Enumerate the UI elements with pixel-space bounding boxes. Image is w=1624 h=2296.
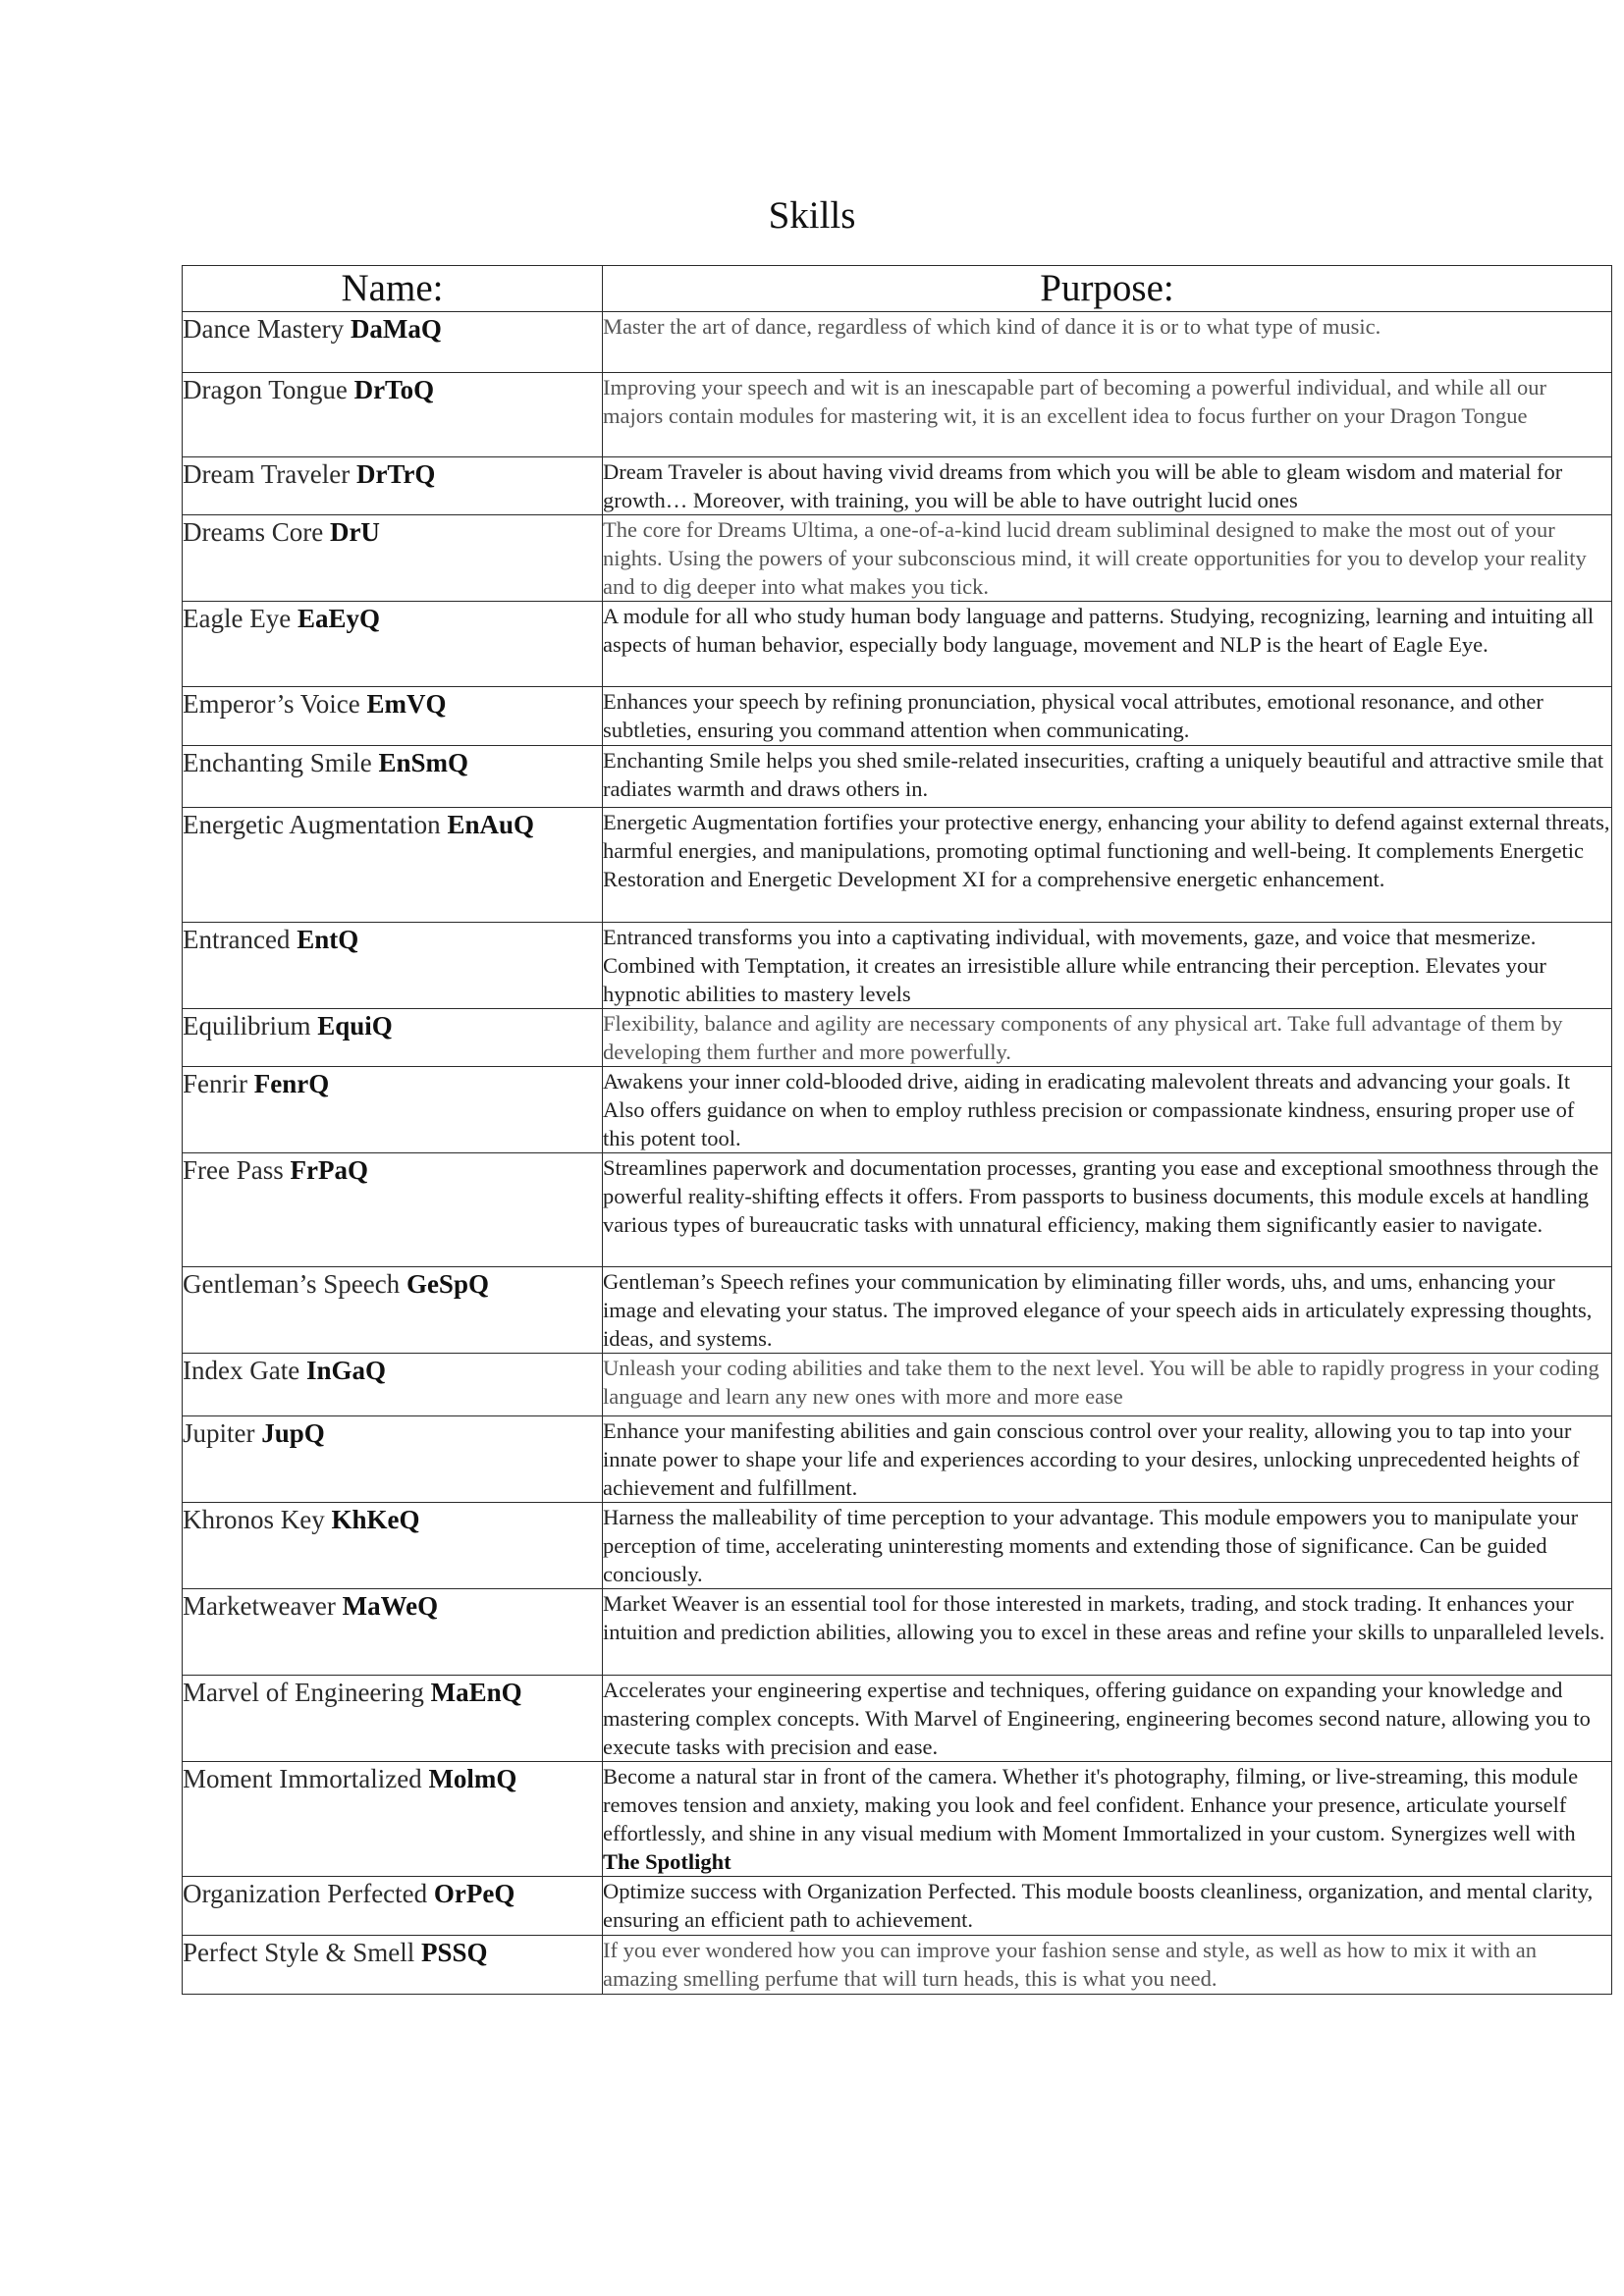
skill-code: FrPaQ <box>290 1155 368 1185</box>
skill-code: MaWeQ <box>342 1591 439 1621</box>
skill-name: Fenrir <box>183 1069 254 1098</box>
skill-code: EquiQ <box>317 1011 393 1041</box>
table-row <box>183 1762 1612 1877</box>
skill-code: MaEnQ <box>430 1678 522 1707</box>
skill-purpose-cell <box>603 1153 1612 1267</box>
skill-name: Jupiter <box>183 1418 262 1448</box>
skill-name-cell <box>183 1676 603 1762</box>
skill-purpose: Become a natural star in front of the camera. Whether it's photography, filming, or live-streaming, this module removes tension and anxiety, making you look and feel confident. Enhance your presence, articulate yourself effortlessly, and shine in any visual medium with Moment Immortalized in your custom. Synergizes well with <box>603 1764 1579 1845</box>
skill-purpose: Market Weaver is an essential tool for those interested in markets, trading, and stock trading. It enhances your intuition and prediction abilities, allowing you to excel in these areas and refine your skills to unparalleled levels. <box>603 1591 1605 1644</box>
skill-code: EntQ <box>297 925 359 954</box>
table-row <box>183 1936 1612 1995</box>
skill-purpose-cell <box>603 602 1612 687</box>
skill-name: Gentleman’s Speech <box>183 1269 406 1299</box>
skill-purpose-cell <box>603 457 1612 515</box>
skill-name: Enchanting Smile <box>183 748 379 777</box>
skill-name-cell <box>183 687 603 746</box>
skill-name: Marvel of Engineering <box>183 1678 431 1707</box>
skill-name-cell <box>183 1153 603 1267</box>
skill-name: Entranced <box>183 925 298 954</box>
skill-purpose-cell <box>603 312 1612 373</box>
skill-name: Marketweaver <box>183 1591 343 1621</box>
skill-code: DaMaQ <box>350 314 442 344</box>
skill-purpose-cell <box>603 1676 1612 1762</box>
table-row <box>183 515 1612 602</box>
skill-name-cell <box>183 373 603 457</box>
skill-name: Perfect Style & Smell <box>183 1938 421 1967</box>
purpose-column-header: Purpose: <box>603 266 1612 312</box>
skill-name: Index Gate <box>183 1356 306 1385</box>
skill-name-cell <box>183 1936 603 1995</box>
skill-name-cell <box>183 1503 603 1589</box>
table-row <box>183 1503 1612 1589</box>
table-row <box>183 923 1612 1009</box>
skill-purpose: Dream Traveler is about having vivid dreams from which you will be able to gleam wisdom and material for growth… Moreover, with training, you will be able to have outright lucid ones <box>603 459 1563 512</box>
skill-name-cell <box>183 1589 603 1676</box>
skill-code: FenrQ <box>253 1069 330 1098</box>
skill-purpose-cell <box>603 687 1612 746</box>
skill-code: KhKeQ <box>331 1505 420 1534</box>
table-row <box>183 373 1612 457</box>
skill-purpose-cell <box>603 1589 1612 1676</box>
table-row <box>183 1877 1612 1936</box>
skill-code: GeSpQ <box>406 1269 489 1299</box>
skill-code: EnAuQ <box>447 810 534 839</box>
skill-purpose: Accelerates your engineering expertise and techniques, offering guidance on expanding your knowledge and mastering complex concepts. With Marvel of Engineering, engineering becomes second nature, allowing you to execute tasks with precision and ease. <box>603 1678 1591 1759</box>
skill-name: Dream Traveler <box>183 459 356 489</box>
skill-purpose: If you ever wondered how you can improve your fashion sense and style, as well as how to mix it with an amazing smelling perfume that will turn heads, this is what you need. <box>603 1938 1538 1991</box>
skill-code: JupQ <box>261 1418 325 1448</box>
skill-name: Dance Mastery <box>183 314 351 344</box>
skill-name-cell <box>183 1762 603 1877</box>
name-column-header: Name: <box>183 266 603 312</box>
skill-name-cell <box>183 515 603 602</box>
table-row <box>183 746 1612 808</box>
skill-purpose-cell <box>603 808 1612 923</box>
skill-name-cell <box>183 1354 603 1416</box>
table-row <box>183 1416 1612 1503</box>
skill-purpose: Optimize success with Organization Perfected. This module boosts cleanliness, organization, and mental clarity, ensuring an efficient path to achievement. <box>603 1879 1594 1932</box>
skill-name: Khronos Key <box>183 1505 332 1534</box>
skill-purpose-cell <box>603 1416 1612 1503</box>
skill-code: DrToQ <box>353 375 435 404</box>
skill-purpose-cell <box>603 1877 1612 1936</box>
skill-purpose: Enchanting Smile helps you shed smile-related insecurities, crafting a uniquely beautiful and attractive smile that radiates warmth and draws others in. <box>603 748 1604 801</box>
skill-code: OrPeQ <box>433 1879 515 1908</box>
table-row <box>183 312 1612 373</box>
table-row <box>183 808 1612 923</box>
skill-purpose: Enhances your speech by refining pronunciation, physical vocal attributes, emotional resonance, and other subtleties, ensuring you command attention when communicating. <box>603 689 1543 742</box>
table-row <box>183 1589 1612 1676</box>
skill-purpose-cell <box>603 746 1612 808</box>
skill-name-cell <box>183 602 603 687</box>
skill-purpose-emphasis: The Spotlight <box>603 1849 731 1874</box>
skill-code: InGaQ <box>305 1356 386 1385</box>
table-header-row <box>183 266 1612 312</box>
table-row <box>183 1067 1612 1153</box>
skill-purpose: Entranced transforms you into a captivating individual, with movements, gaze, and voice that mesmerize. Combined with Temptation, it creates an irresistible allure while entrancing their perception. Elevates your hypnotic abilities to mastery levels <box>603 925 1546 1006</box>
skill-name-cell <box>183 1267 603 1354</box>
skill-purpose-cell <box>603 1067 1612 1153</box>
skill-purpose-cell <box>603 1762 1612 1877</box>
skill-purpose: Flexibility, balance and agility are necessary components of any physical art. Take full advantage of them by developing them further and more powerfully. <box>603 1011 1563 1064</box>
table-row <box>183 1267 1612 1354</box>
skill-code: MolmQ <box>428 1764 517 1793</box>
skill-name-cell <box>183 1877 603 1936</box>
table-row <box>183 1354 1612 1416</box>
skill-purpose: Unleash your coding abilities and take them to the next level. You will be able to rapidly progress in your coding language and learn any new ones with more and more ease <box>603 1356 1599 1409</box>
skill-purpose-cell <box>603 1267 1612 1354</box>
skill-purpose: Master the art of dance, regardless of which kind of dance it is or to what type of music. <box>603 314 1381 339</box>
table-row <box>183 1676 1612 1762</box>
skill-purpose: Energetic Augmentation fortifies your protective energy, enhancing your ability to defend against external threats, harmful energies, and manipulations, promoting optimal functioning and well-being. It complements Energetic Restoration and Energetic Development XI for a comprehensive energetic enhancement. <box>603 810 1610 891</box>
skill-code: DrU <box>329 517 380 547</box>
skill-purpose: Gentleman’s Speech refines your communication by eliminating filler words, uhs, and ums, enhancing your image and elevating your status. The improved elegance of your speech aids in articulately expressing thoughts, ideas, and systems. <box>603 1269 1593 1351</box>
page-title: Skills <box>768 194 856 237</box>
skill-purpose-cell <box>603 923 1612 1009</box>
skill-purpose-cell <box>603 373 1612 457</box>
skill-name: Moment Immortalized <box>183 1764 429 1793</box>
skill-code: PSSQ <box>420 1938 488 1967</box>
skill-name: Free Pass <box>183 1155 291 1185</box>
skill-name-cell <box>183 457 603 515</box>
skill-code: EmVQ <box>366 689 447 719</box>
skill-purpose-cell <box>603 1503 1612 1589</box>
skill-purpose-cell <box>603 1009 1612 1067</box>
skill-name-cell <box>183 1009 603 1067</box>
table-row <box>183 687 1612 746</box>
table-row <box>183 1153 1612 1267</box>
skill-purpose-cell <box>603 515 1612 602</box>
skill-name: Organization Perfected <box>183 1879 434 1908</box>
skill-code: DrTrQ <box>355 459 436 489</box>
table-row <box>183 457 1612 515</box>
skill-purpose: Streamlines paperwork and documentation processes, granting you ease and exceptional smoothness through the powerful reality-shifting effects it offers. From passports to business documents, this module excels at handling various types of bureaucratic tasks with unnatural efficiency, making them significantly easier to navigate. <box>603 1155 1599 1237</box>
skill-name: Dragon Tongue <box>183 375 354 404</box>
skill-purpose: Harness the malleability of time perception to your advantage. This module empowers you to manipulate your perception of time, accelerating uninteresting moments and extending those of significance. Can be guided conciously. <box>603 1505 1579 1586</box>
skill-code: EnSmQ <box>378 748 469 777</box>
skill-name-cell <box>183 312 603 373</box>
skill-name-cell <box>183 1416 603 1503</box>
skill-purpose: A module for all who study human body language and patterns. Studying, recognizing, learning and intuiting all aspects of human behavior, especially body language, movement and NLP is the heart of Eagle Eye. <box>603 604 1595 657</box>
skill-name: Equilibrium <box>183 1011 318 1041</box>
skill-name: Eagle Eye <box>183 604 298 633</box>
skill-name-cell <box>183 746 603 808</box>
skill-name-cell <box>183 1067 603 1153</box>
skill-purpose-cell <box>603 1936 1612 1995</box>
skill-purpose: Improving your speech and wit is an inescapable part of becoming a powerful individual, and while all our majors contain modules for mastering wit, it is an excellent idea to focus further on your Dragon Tongue <box>603 375 1546 428</box>
skill-purpose: Enhance your manifesting abilities and gain conscious control over your reality, allowing you to tap into your innate power to shape your life and experiences according to your desires, unlocking unprecedented heights of achievement and fulfillment. <box>603 1418 1580 1500</box>
skill-code: EaEyQ <box>297 604 380 633</box>
skill-purpose: The core for Dreams Ultima, a one-of-a-kind lucid dream subliminal designed to make the most out of your nights. Using the powers of your subconscious mind, it will create opportunities for you to develop your reality and to dig deeper into what makes you tick. <box>603 517 1587 599</box>
skill-name: Dreams Core <box>183 517 330 547</box>
table-row <box>183 1009 1612 1067</box>
table-row <box>183 602 1612 687</box>
skill-name-cell <box>183 923 603 1009</box>
skills-table <box>182 265 1612 1995</box>
skill-purpose-cell <box>603 1354 1612 1416</box>
skill-purpose: Awakens your inner cold-blooded drive, aiding in eradicating malevolent threats and advancing your goals. It Also offers guidance on when to employ ruthless precision or compassionate kindness, ensuring proper use of this potent tool. <box>603 1069 1575 1150</box>
skill-name: Energetic Augmentation <box>183 810 448 839</box>
skill-name-cell <box>183 808 603 923</box>
skill-name: Emperor’s Voice <box>183 689 367 719</box>
